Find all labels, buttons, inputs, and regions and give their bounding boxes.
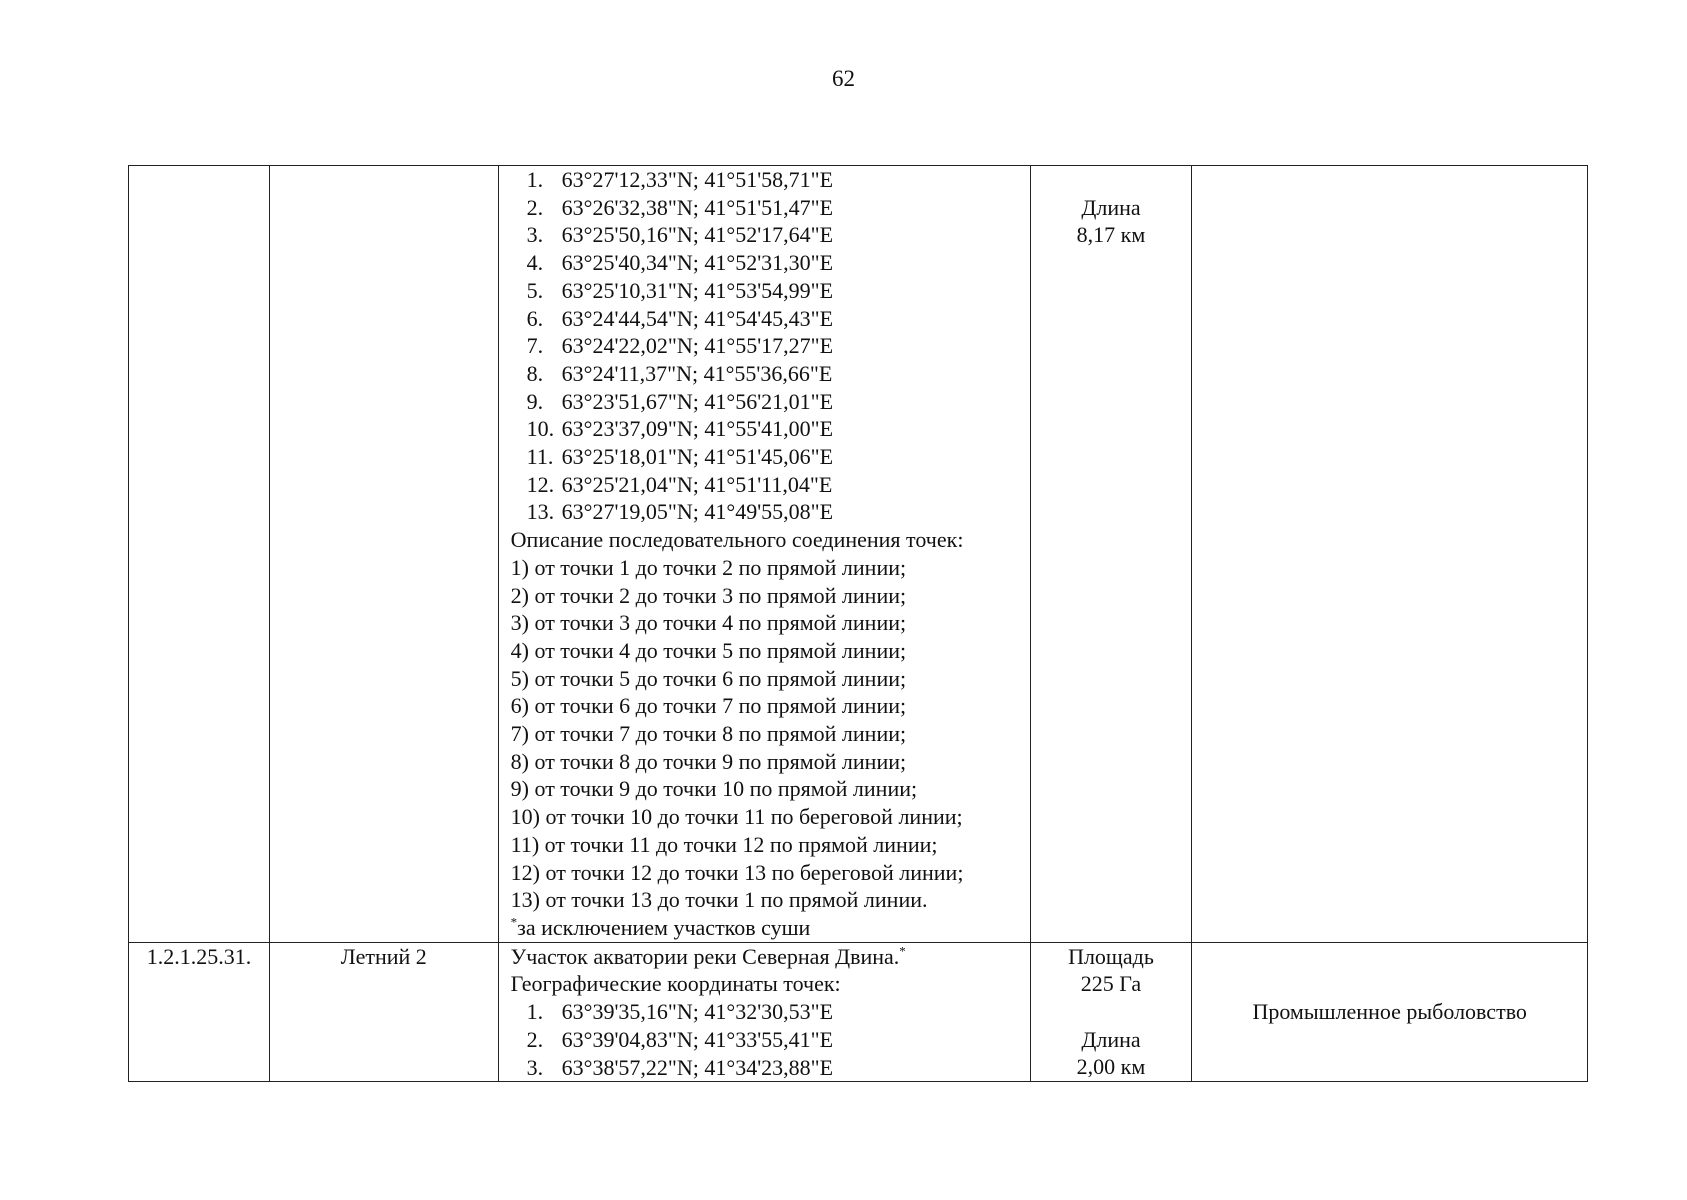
table-row <box>129 942 1588 1082</box>
coordinate-number: 7. <box>526 333 544 359</box>
coordinate-value: 63°39'35,16"N; 41°32'30,53"E <box>561 999 834 1025</box>
coordinate-item <box>499 443 1030 471</box>
area-code: 1.2.1.25.31. <box>146 943 252 969</box>
coordinate-item <box>499 305 1030 333</box>
connection-item: 8) от точки 8 до точки 9 по прямой линии; <box>510 748 907 774</box>
coordinate-number: 5. <box>526 277 544 303</box>
footnote-text: за исключением участков суши <box>517 914 811 940</box>
area-description-cell <box>498 166 1030 943</box>
coordinate-value: 63°24'11,37"N; 41°55'36,66"E <box>561 360 833 386</box>
coordinate-value: 63°39'04,83"N; 41°33'55,41"E <box>561 1026 834 1052</box>
area-label: Площадь <box>1068 943 1154 969</box>
coordinate-value: 63°24'22,02"N; 41°55'17,27"E <box>561 333 834 359</box>
coordinate-value: 63°23'51,67"N; 41°56'21,01"E <box>561 388 834 414</box>
coordinate-item <box>499 360 1030 388</box>
coordinate-value: 63°27'12,33"N; 41°51'58,71"E <box>561 167 834 192</box>
coordinate-item <box>499 249 1030 277</box>
fishing-areas-table <box>128 165 1588 1082</box>
coordinate-value: 63°25'10,31"N; 41°53'54,99"E <box>561 277 834 303</box>
use-cell <box>1192 942 1588 1082</box>
measure-cell <box>1030 166 1192 943</box>
coordinates-title: Географические координаты точек: <box>510 971 841 997</box>
area-name: Летний 2 <box>340 943 427 969</box>
coordinate-item <box>499 221 1030 249</box>
coordinate-list <box>499 998 1030 1081</box>
footnote <box>499 914 1030 942</box>
coordinate-number: 1. <box>526 167 544 192</box>
area-title <box>499 943 1030 971</box>
area-title-text: Участок акватории реки Северная Двина. <box>510 943 900 969</box>
coordinate-item <box>499 471 1030 499</box>
coordinate-item <box>499 194 1030 222</box>
connection-item: 6) от точки 6 до точки 7 по прямой линии; <box>510 693 907 719</box>
area-value: 225 Га <box>1080 971 1142 997</box>
table-row <box>129 166 1588 943</box>
coordinate-number: 1. <box>526 999 544 1025</box>
connection-item: 10) от точки 10 до точки 11 по береговой линии; <box>510 804 963 830</box>
coordinate-value: 63°25'21,04"N; 41°51'11,04"E <box>561 471 833 497</box>
footnote-mark: * <box>899 943 906 959</box>
coordinate-number: 11. <box>526 444 554 470</box>
use-type: Промышленное рыболовство <box>1252 999 1527 1025</box>
coordinate-number: 2. <box>526 194 544 220</box>
connection-title: Описание последовательного соединения точек: <box>510 527 964 553</box>
coordinate-item <box>499 1054 1030 1082</box>
coordinate-number: 6. <box>526 305 544 331</box>
coordinate-item <box>499 166 1030 194</box>
coordinate-number: 9. <box>526 388 544 414</box>
coordinate-number: 13. <box>526 499 555 525</box>
area-code-cell <box>129 942 270 1082</box>
coordinate-value: 63°25'40,34"N; 41°52'31,30"E <box>561 250 834 276</box>
coordinate-number: 2. <box>526 1026 544 1052</box>
area-name-cell <box>269 166 498 943</box>
coordinate-number: 10. <box>526 416 555 442</box>
footnote-mark: * <box>510 914 518 930</box>
coordinate-value: 63°25'18,01"N; 41°51'45,06"E <box>561 444 834 470</box>
coordinate-value: 63°27'19,05"N; 41°49'55,08"E <box>561 499 834 525</box>
length-value: 8,17 км <box>1076 222 1146 248</box>
coordinate-list <box>499 166 1030 526</box>
use-cell <box>1192 166 1588 943</box>
length-label: Длина <box>1081 1026 1141 1052</box>
coordinate-number: 3. <box>526 1054 544 1080</box>
coordinate-value: 63°24'44,54"N; 41°54'45,43"E <box>561 305 834 331</box>
coordinate-number: 8. <box>526 360 544 386</box>
coordinate-item <box>499 498 1030 526</box>
connection-item: 12) от точки 12 до точки 13 по береговой линии; <box>510 859 964 885</box>
coordinate-item <box>499 415 1030 443</box>
length-value: 2,00 км <box>1076 1054 1146 1080</box>
connection-item: 5) от точки 5 до точки 6 по прямой линии; <box>510 665 907 691</box>
page-number: 62 <box>832 66 855 91</box>
coordinate-item <box>499 332 1030 360</box>
coordinate-value: 63°38'57,22"N; 41°34'23,88"E <box>561 1054 834 1080</box>
connection-item: 2) от точки 2 до точки 3 по прямой линии; <box>510 582 907 608</box>
measure-cell <box>1030 942 1192 1082</box>
length-label: Длина <box>1081 194 1141 220</box>
coordinate-item <box>499 388 1030 416</box>
area-name-cell <box>269 942 498 1082</box>
connection-item: 7) от точки 7 до точки 8 по прямой линии; <box>510 721 907 747</box>
connection-item: 3) от точки 3 до точки 4 по прямой линии; <box>510 610 907 636</box>
coordinate-number: 4. <box>526 250 544 276</box>
connection-item: 1) от точки 1 до точки 2 по прямой линии; <box>510 554 907 580</box>
area-code-cell <box>129 166 270 943</box>
coordinate-item <box>499 1026 1030 1054</box>
coordinate-item <box>499 998 1030 1026</box>
coordinate-value: 63°25'50,16"N; 41°52'17,64"E <box>561 222 834 248</box>
connection-item: 4) от точки 4 до точки 5 по прямой линии; <box>510 637 907 663</box>
coordinate-item <box>499 277 1030 305</box>
coordinate-value: 63°23'37,09"N; 41°55'41,00"E <box>561 416 834 442</box>
coordinate-value: 63°26'32,38"N; 41°51'51,47"E <box>561 194 834 220</box>
coordinate-number: 12. <box>526 471 555 497</box>
area-description-cell <box>498 942 1030 1082</box>
coordinate-number: 3. <box>526 222 544 248</box>
connection-item: 11) от точки 11 до точки 12 по прямой линии; <box>510 831 938 857</box>
connection-item: 13) от точки 13 до точки 1 по прямой линии. <box>510 887 928 913</box>
connection-item: 9) от точки 9 до точки 10 по прямой линии; <box>510 776 918 802</box>
